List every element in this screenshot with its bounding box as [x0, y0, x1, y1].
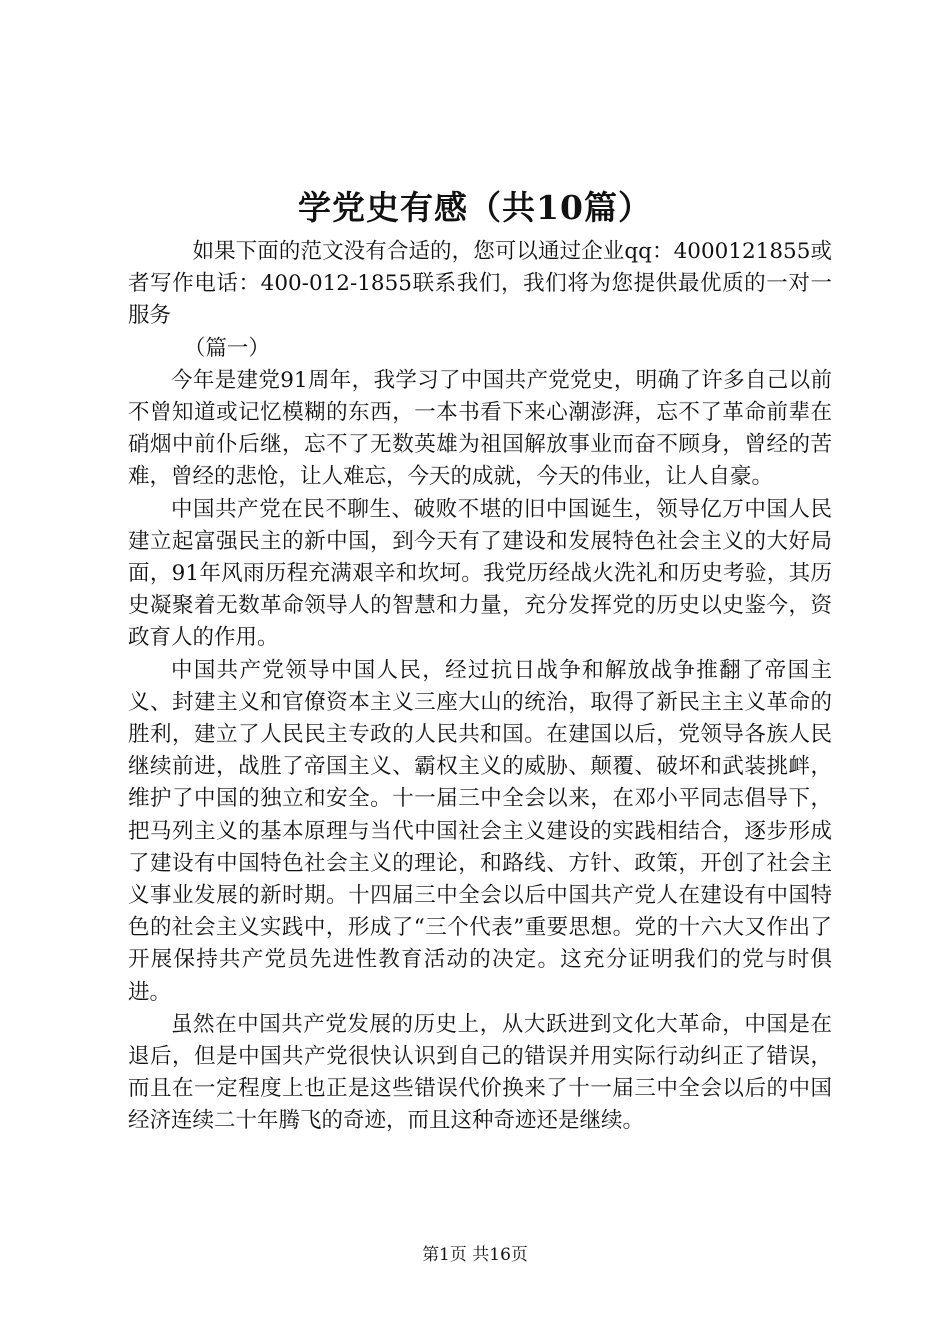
body-paragraph: 虽然在中国共产党发展的历史上，从大跃进到文化大革命，中国是在退后，但是中国共产党很快认识到自己的错误并用实际行动纠正了错误，而且在一定程度上也正是这些错误代价换来了十一届三中全会以后的中国经济连续二十年腾飞的奇迹，而且这种奇迹还是继续。 — [128, 1011, 832, 1134]
body-paragraph: 今年是建党91周年，我学习了中国共产党党史，明确了许多自己以前不曾知道或记忆模糊的东西，一本书看下来心潮澎湃，忘不了革命前辈在硝烟中前仆后继，忘不了无数英雄为祖国解放事业而奋不顾身，曾经的苦难，曾经的悲怆，让人难忘，今天的成就，今天的伟业，让人自豪。 — [128, 367, 832, 490]
intro-paragraph: 如果下面的范文没有合适的，您可以通过企业qq：4000121855或者写作电话：400-012-1855联系我们，我们将为您提供最优质的一对一服务 — [128, 239, 832, 329]
document-body — [128, 236, 832, 1138]
document-title: 学党史有感（共10篇） — [298, 188, 652, 227]
body-paragraph: 中国共产党在民不聊生、破败不堪的旧中国诞生，领导亿万中国人民建立起富强民主的新中国，到今天有了建设和发展特色社会主义的大好局面，91年风雨历程充满艰辛和坎坷。我党历经战火洗礼和历史考验，其历史凝聚着无数革命领导人的智慧和力量，充分发挥党的历史以史鉴今，资政育人的作用。 — [128, 496, 832, 651]
section-label: （篇一） — [183, 335, 270, 361]
body-paragraph: 中国共产党领导中国人民，经过抗日战争和解放战争推翻了帝国主义、封建主义和官僚资本主义三座大山的统治，取得了新民主主义革命的胜利，建立了人民民主专政的人民共和国。在建国以后，党领导各族人民继续前进，战胜了帝国主义、霸权主义的威胁、颠覆、破坏和武装挑衅，维护了中国的独立和安全。十一届三中全会以来，在邓小平同志倡导下，把马列主义的基本原理与当代中国社会主义建设的实践相结合，逐步形成了建设有中国特色社会主义的理论，和路线、方针、政策，开创了社会主义事业发展的新时期。十四届三中全会以后中国共产党人在建设有中国特色的社会主义实践中，形成了“三个代表”重要思想。党的十六大又作出了开展保持共产党员先进性教育活动的决定。这充分证明我们的党与时俱进。 — [128, 657, 832, 1005]
page-footer: 第1页 共16页 — [422, 1245, 528, 1265]
